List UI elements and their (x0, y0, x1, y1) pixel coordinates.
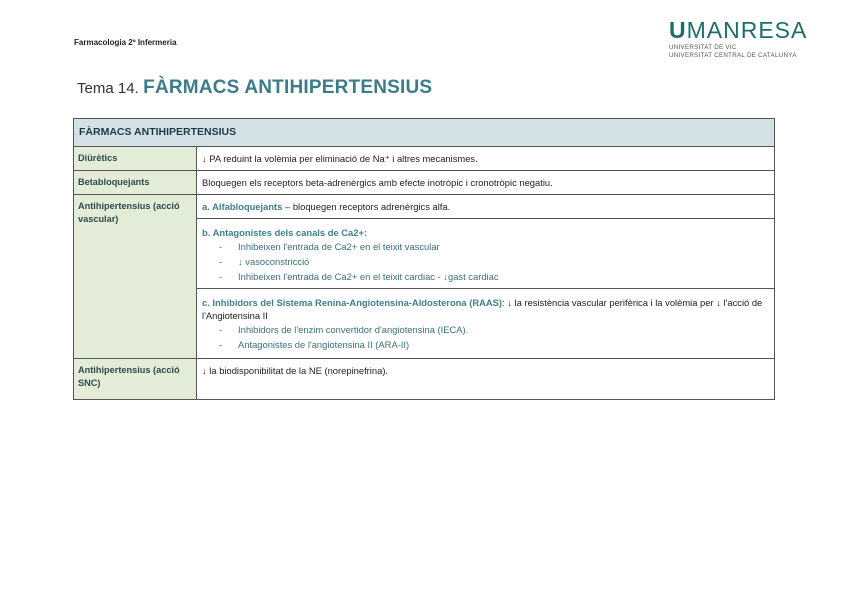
list-item: - Inhibidors de l'enzim convertidor d'angiotensina (IECA). (219, 322, 769, 337)
calcium-list (202, 239, 769, 284)
alpha-title: a. Alfabloquejants (202, 201, 283, 212)
course-title: Farmacologia 2º Infermeria (74, 38, 177, 47)
page-title (77, 77, 432, 99)
umanresa-logo (669, 19, 819, 60)
logo-wordmark (669, 19, 819, 41)
title-prefix: Tema 14. (77, 80, 139, 97)
alpha-text: – bloquegen receptors adrenèrgics alfa. (282, 201, 451, 212)
table-row (74, 359, 775, 400)
calcium-title: b. Antagonistes dels canals de Ca2+: (202, 227, 368, 238)
row-text-alpha (197, 195, 775, 219)
row-text-snc: ↓ la biodisponibilitat de la NE (norepinefrina). (197, 359, 775, 400)
table-header-row (74, 119, 775, 147)
logo-u: U (669, 17, 687, 43)
raas-text: : ↓ la resistència vascular perifèrica i la volèmia per ↓ l'acció de l'Angiotensina II (202, 297, 763, 321)
logo-manresa: MANRESA (686, 17, 808, 43)
row-label-beta: Betabloquejants (74, 171, 197, 195)
row-label-diuretics: Diürètics (74, 147, 197, 171)
table-header: FÀRMACS ANTIHIPERTENSIUS (74, 119, 775, 147)
title-main: FÀRMACS ANTIHIPERTENSIUS (143, 77, 433, 98)
raas-intro (202, 296, 769, 322)
table-row (74, 147, 775, 171)
logo-subtitle-1: UNIVERSITAT DE VIC (669, 44, 737, 51)
row-text-calcium (197, 219, 775, 289)
row-text-diuretics: ↓ PA reduint la volèmia per eliminació de Na⁺ i altres mecanismes. (197, 147, 775, 171)
table-row (74, 171, 775, 195)
raas-title: c. Inhibidors del Sistema Renina-Angiotensina-Aldosterona (RAAS) (202, 297, 503, 308)
table-row (74, 195, 775, 219)
row-label-vascular: Antihipertensius (acció vascular) (74, 195, 197, 359)
drug-table (73, 118, 775, 400)
logo-subtitle-2: UNIVERSITAT CENTRAL DE CATALUNYA (669, 52, 797, 59)
list-item: - Antagonistes de l'angiotensina II (ARA-II) (219, 337, 769, 352)
row-text-raas (197, 289, 775, 359)
list-item: - Inhibeixen l'entrada de Ca2+ en el teixit vascular (219, 239, 769, 254)
list-item: - Inhibeixen l'entrada de Ca2+ en el teixit cardiac - ↓gast cardiac (219, 269, 769, 284)
row-text-beta: Bloquegen els receptors beta-adrenèrgics amb efecte inotròpic i cronotròpic negatiu. (197, 171, 775, 195)
list-item: - ↓ vasoconstricció (219, 254, 769, 269)
row-label-snc: Antihipertensius (acció SNC) (74, 359, 197, 400)
raas-list (202, 322, 769, 352)
